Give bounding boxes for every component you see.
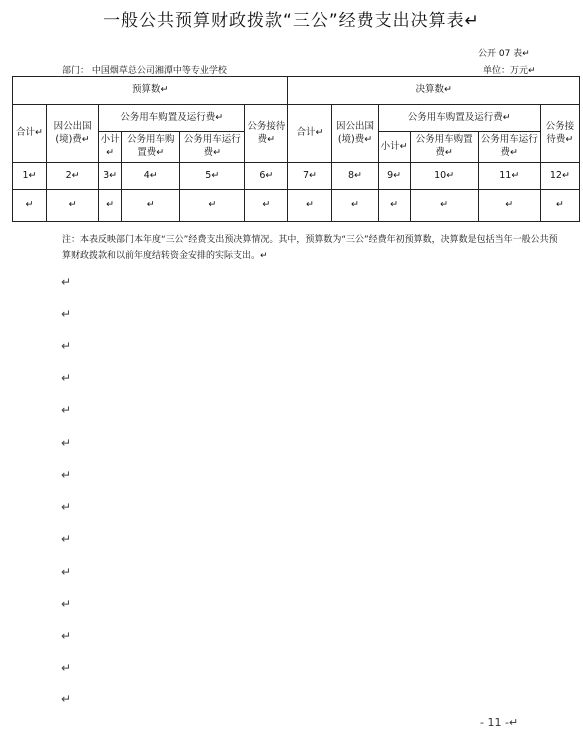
budget-abroad-header: 因公出国(境)费↵	[47, 105, 99, 163]
final-subtotal-header: 小计↵	[378, 132, 410, 163]
final-purchase-header: 公务用车购置费↵	[410, 132, 478, 163]
budget-reception-header: 公务接待费↵	[245, 105, 288, 163]
table-cell: ↵	[47, 190, 99, 222]
paragraph-mark: ↵	[61, 436, 72, 450]
column-number: 9↵	[378, 163, 410, 190]
budget-vehicle-header: 公务用车购置及运行费↵	[99, 105, 245, 132]
paragraph-mark: ↵	[61, 661, 72, 675]
column-number: 10↵	[410, 163, 478, 190]
paragraph-mark: ↵	[61, 692, 72, 706]
budget-subtotal-header: 小计↵	[99, 132, 122, 163]
paragraph-mark: ↵	[61, 307, 72, 321]
column-number: 6↵	[245, 163, 288, 190]
unit-label: 单位：万元↵	[483, 66, 536, 76]
table-cell: ↵	[478, 190, 540, 222]
table-cell: ↵	[410, 190, 478, 222]
column-number: 2↵	[47, 163, 99, 190]
column-number: 8↵	[332, 163, 378, 190]
paragraph-mark: ↵	[61, 275, 72, 289]
final-total-header: 合计↵	[288, 105, 332, 163]
table-cell: ↵	[332, 190, 378, 222]
final-reception-header: 公务接待费↵	[540, 105, 579, 163]
column-number: 7↵	[288, 163, 332, 190]
paragraph-mark: ↵	[61, 468, 72, 482]
department-label: 部门： 中国烟草总公司湘潭中等专业学校	[62, 66, 227, 76]
column-number: 3↵	[99, 163, 122, 190]
budget-operation-header: 公务用车运行费↵	[180, 132, 245, 163]
final-group-header: 决算数↵	[288, 77, 580, 105]
column-number: 1↵	[13, 163, 47, 190]
paragraph-mark: ↵	[61, 597, 72, 611]
budget-total-header: 合计↵	[13, 105, 47, 163]
table-cell: ↵	[13, 190, 47, 222]
page-title: 一般公共预算财政拨款“三公”经费支出决算表↵	[103, 11, 480, 31]
column-number: 4↵	[122, 163, 180, 190]
final-operation-header: 公务用车运行费↵	[478, 132, 540, 163]
column-number: 12↵	[540, 163, 579, 190]
table-code: 公开 07 表↵	[478, 49, 530, 59]
final-vehicle-header: 公务用车购置及运行费↵	[378, 105, 540, 132]
table-cell: ↵	[245, 190, 288, 222]
paragraph-mark: ↵	[61, 629, 72, 643]
paragraph-mark: ↵	[61, 532, 72, 546]
column-number: 5↵	[180, 163, 245, 190]
table-cell: ↵	[99, 190, 122, 222]
paragraph-mark: ↵	[61, 403, 72, 417]
paragraph-mark: ↵	[61, 565, 72, 579]
table-row	[13, 190, 580, 222]
table-cell: ↵	[180, 190, 245, 222]
table-note: 注：本表反映部门本年度“三公”经费支出预决算情况。其中，预算数为“三公”经费年初预算数，决算数是包括当年一般公共预算财政拨款和以前年度结转资金安排的实际支出。↵	[62, 235, 558, 261]
column-number: 11↵	[478, 163, 540, 190]
final-abroad-header: 因公出国(境)费↵	[332, 105, 378, 163]
table-cell: ↵	[122, 190, 180, 222]
paragraph-mark: ↵	[61, 339, 72, 353]
page-number: - 11 -↵	[480, 716, 519, 729]
table-cell: ↵	[540, 190, 579, 222]
paragraph-mark: ↵	[61, 500, 72, 514]
table-cell: ↵	[378, 190, 410, 222]
table-cell: ↵	[288, 190, 332, 222]
three-public-expenses-table	[12, 76, 580, 222]
column-number-row	[13, 163, 580, 190]
paragraph-mark: ↵	[61, 371, 72, 385]
budget-purchase-header: 公务用车购置费↵	[122, 132, 180, 163]
budget-group-header: 预算数↵	[13, 77, 288, 105]
